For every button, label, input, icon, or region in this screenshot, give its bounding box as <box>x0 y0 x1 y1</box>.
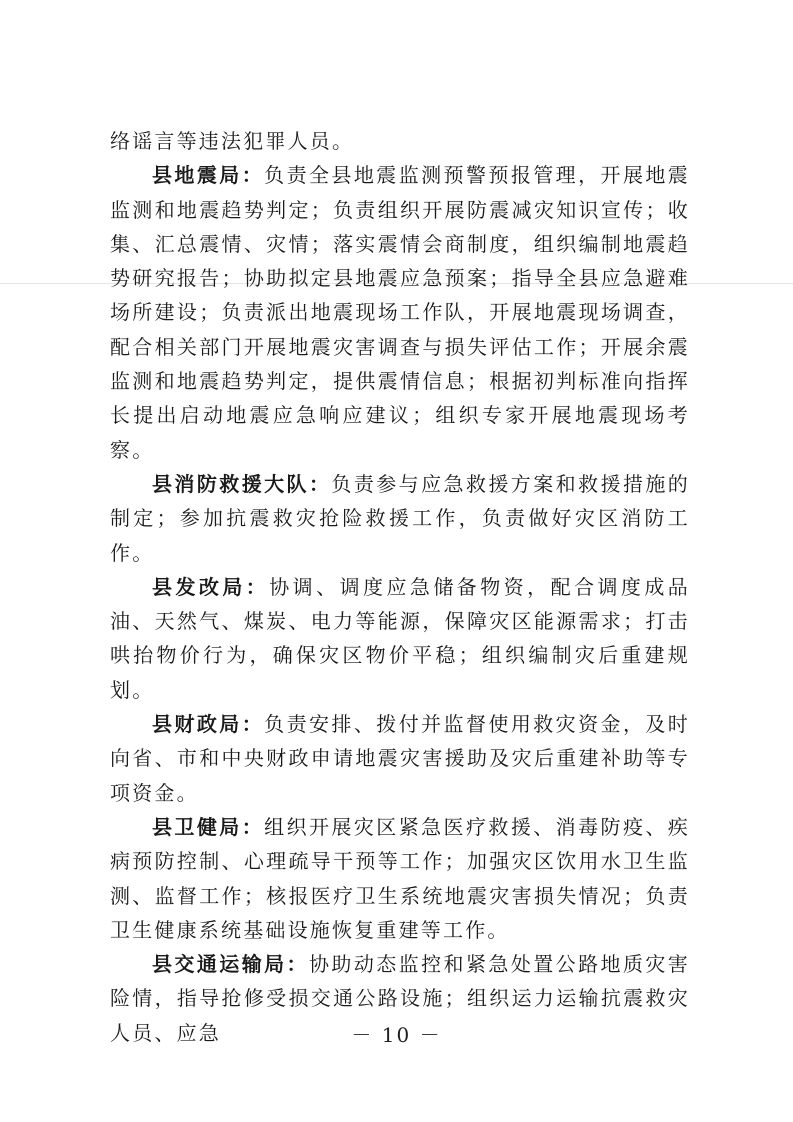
paragraph-heading: 县交通运输局： <box>152 952 309 977</box>
page-number: － 10 － <box>351 1023 442 1047</box>
paragraph-text: 负责参与应急救援方案和救援措施的制定；参加抗震救灾抢险救援工作，负责做好灾区消防工作。 <box>110 471 690 565</box>
paragraph-heading: 县卫健局： <box>152 814 265 839</box>
paragraph-heading: 县财政局： <box>152 712 265 737</box>
paragraph-fire-rescue <box>110 467 690 570</box>
paragraph-development-reform <box>110 570 690 707</box>
paragraph-text: 络谣言等违法犯罪人员。 <box>110 129 355 153</box>
paragraph-health-bureau <box>110 810 690 947</box>
document-body <box>110 124 690 1050</box>
paragraph-heading: 县发改局： <box>152 574 270 599</box>
paragraph-text: 负责安排、拨付并监督使用救灾资金，及时向省、市和中央财政申请地震灾害援助及灾后重建补助等专项资金。 <box>110 712 691 805</box>
paragraph-heading: 县消防救援大队： <box>152 471 332 496</box>
paragraph-finance-bureau <box>110 707 690 810</box>
paragraph-text: 负责全县地震监测预警预报管理，开展地震监测和地震趋势判定；负责组织开展防震减灾知识宣传；收集、汇总震情、灾情；落实震情会商制度，组织编制地震趋势研究报告；协助拟定县地震应急预案；指导全县应急避难场所建设；负责派出地震现场工作队，开展地震现场调查，配合相关部门开展地震灾害调查与损失评估工作；开展余震监测和地震趋势判定，提供震情信息；根据初判标准向指挥长提出启动地震应急响应建议；组织专家开展地震现场考察。 <box>110 163 691 462</box>
paragraph-earthquake-bureau <box>110 158 690 467</box>
paragraph-text: 协调、调度应急储备物资，配合调度成品油、天然气、煤炭、电力等能源，保障灾区能源需求；打击哄抬物价行为，确保灾区物价平稳；组织编制灾后重建规划。 <box>110 574 690 702</box>
paragraph-text: 协助动态监控和紧急处置公路地质灾害险情，指导抢修受损交通公路设施；组织运力运输抗震救灾人员、应急 <box>110 952 690 1045</box>
paragraph-text: 组织开展灾区紧急医疗救援、消毒防疫、疾病预防控制、心理疏导干预等工作；加强灾区饮用水卫生监测、监督工作；核报医疗卫生系统地震灾害损失情况；负责卫生健康系统基础设施恢复重建等工作。 <box>110 814 691 942</box>
paragraph-continuation <box>110 124 690 158</box>
paragraph-heading: 县地震局： <box>152 163 265 188</box>
